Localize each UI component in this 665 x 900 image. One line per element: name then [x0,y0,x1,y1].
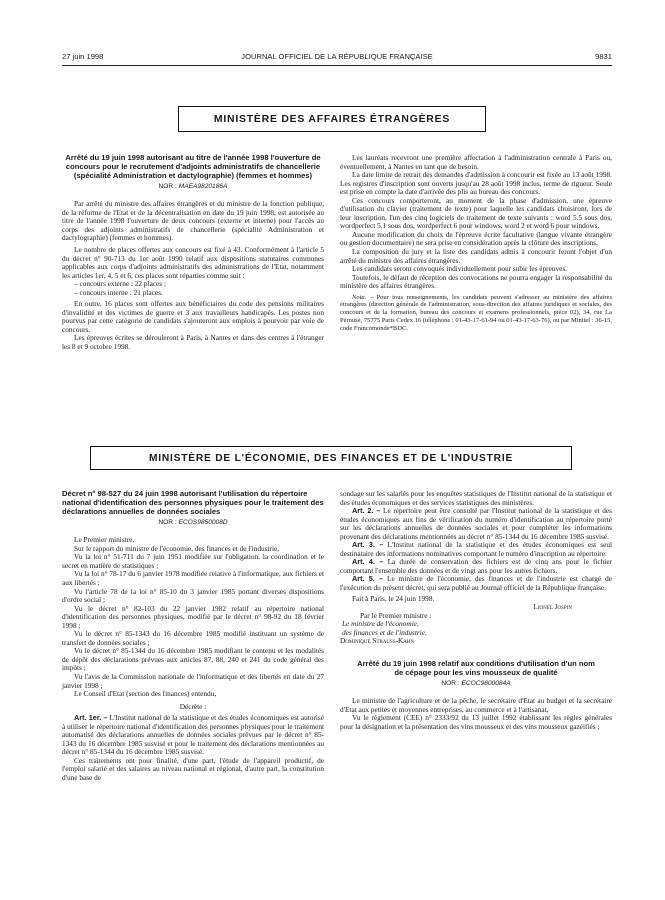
arrete-concours-article [62,154,324,352]
paragraph: Vu la loi n° 51-711 du 7 juin 1951 modifiée sur l'obligation, la coordination et le secret en matière de statistiques ; [62,552,324,570]
paragraph: sondage sur les salariés pour les enquêtes statistiques de l'Institut national de la statistique et des études économiques et des services statistiques des ministères. [340,489,612,507]
nor-label: NOR : [158,182,177,190]
list-item: – concours interne : 21 places. [74,287,163,297]
running-header [62,52,612,64]
paragraph: Le Conseil d'Etat (section des finances) entendu, [74,689,217,699]
nor-label: NOR : [441,679,460,687]
paragraph: Vu l'avis de la Commission nationale de l'informatique et des libertés en date du 27 janvier 1998 ; [62,672,324,690]
article-label: Art. 5. – [352,574,384,584]
paragraph: Vu le règlement (CEE) n° 2333/92 du 13 juillet 1992 établissant les règles générales pour la désignation et la présentation des vins mousseux et des vins mousseux gazéifiés ; [340,713,612,731]
paragraph: Vu la loi n° 78-17 du 6 janvier 1978 modifiée relative à l'informatique, aux fichiers et aux libertés ; [62,569,324,587]
paragraph: Aucune modification du choix de l'épreuve écrite facultative (langue vivante étrangère ou gestion documentaire) ne sera prise en considération après la clôture des inscriptions. [340,229,612,248]
article-text: L'Institut national de la statistique et des études économiques est autorisé à utiliser le répertoire national d'identification des personnes physiques pour le traitement automatisé des déclarations annuelles de données sociales prévues par le décret n° 85-1343 du 16 décembre 1985 susvisé et pour le traitement des déclarations mentionnées au décret n° 85-1344 du 16 décembre 1985 susvisé. [62,713,324,757]
paragraph: En outre, 16 places sont offertes aux bénéficiaires du code des pensions militaires d'invalidité et des victimes de guerre et 3 aux travailleurs handicapés. Les postes non pourvus par cette catégorie de candidats s'ajouteront aux emplois à pourvoir par voie de concours. [62,299,324,334]
paragraph: Le ministre de l'agriculture et de la pêche, le secrétaire d'Etat au budget et la secrétaire d'Etat aux petites et moyennes entreprises, au commerce et à l'artisanat, [340,696,612,714]
minister-role-line-1: Le ministre de l'économie, [342,619,419,629]
paragraph: Sur le rapport du ministre de l'économie, des finances et de l'industrie, [74,543,280,553]
paragraph: Les lauréats recevront une première affectation à l'administration centrale à Paris ou, éventuellement, à Nantes en tant que de besoin. [340,153,612,171]
header-date: 27 juin 1998 [62,52,104,61]
nor-code: ECOC9800084A [461,679,511,687]
article-text: Le répertoire peut être consulté par l'Institut national de la statistique et des études économiques aux fins de vérification du numéro d'identification au répertoire porté sur les déclarations annuelles de données sociales et pour compléter les informations provenant des déclarations mentionnées au décret n° 85-1344 du 16 décembre 1985 susvisé. [340,506,612,541]
article-label: Art. 4. – [352,557,384,567]
paragraph: Vu le décret n° 85-1344 du 16 décembre 1985 modifiant le contenu et les modalités de dépôt des déclarations prévues aux articles 87, 88, 240 et 241 du code général des impôts ; [62,646,324,673]
arrete-concours-continued [340,154,612,332]
decrete-heading: Décrète : [179,701,207,711]
nor-code: ECOS9850008D [178,518,228,526]
decret-98-527-continued [340,490,612,731]
nota-note [340,294,612,333]
ministry-heading-text: MINISTÈRE DES AFFAIRES ÉTRANGÈRES [213,113,451,125]
nor-label: NOR : [158,518,177,526]
paragraph: Toutefois, le défaut de réception des convocations ne pourra engager la responsabilité du ministère des affaires étrangères. [340,272,612,291]
decret-title: Décret n° 98-527 du 24 juin 1998 autorisant l'utilisation du répertoire national d'identification des personnes physiques pour le traitement des déclarations annuelles de données sociales [62,489,324,516]
arrete-cepage-title: Arrêté du 19 juin 1998 relatif aux conditions d'utilisation d'un nom de cépage pour les vins mousseux de qualité [357,658,595,677]
nota-text: Pour tous renseignements, les candidats peuvent s'adresser au ministère des affaires étrangères (direction générale de l'administration, sous-direction des affaires juridiques et sociales, des concours et de la formation, bureau des concours et examens professionnels, pièce 02), 34, rue La Pérouse, 75775 Paris Cedex 16 (téléphone : 01-43-17-61-94 ou 01-43-17-63-76), ou par Minitel : 36-15, code Francomonde*BDC. [340,293,612,332]
paragraph: Ces traitements ont pour finalité, d'une part, l'étude de l'appareil productif, de l'emploi salarié et des salaires au niveau national et régional, d'autre part, la constitution d'une base de [62,755,324,783]
by-prime-minister: Par le Premier ministre : [360,610,432,620]
article-1 [62,714,324,757]
nor-reference [62,519,324,528]
article-text: Le ministre de l'économie, des finances et de l'industrie est chargé de l'exécution du présent décret, qui sera publié au Journal officiel de la République française. [340,574,613,593]
paragraph: La date limite de retrait des demandes d'admission à concourir est fixée au 13 août 1998. Les registres d'inscription sont ouverts jusqu'au 28 août 1998 inclus, terme de rigueur. Seule est prise en compte la date d'arrivée des plis au bureau des concours. [340,170,612,197]
ministry-heading-foreign-affairs [178,106,486,132]
ministry-heading-text: MINISTÈRE DE L'ÉCONOMIE, DES FINANCES ET DE L'INDUSTRIE [148,452,514,464]
header-journal-title: JOURNAL OFFICIEL DE LA RÉPUBLIQUE FRANÇAISE [241,52,433,61]
article-text: L'Institut national de la statistique et des études économiques est seul destinataire des informations nominatives comportant le numéro d'inscription au répertoire. [340,540,613,558]
arrete-title: Arrêté du 19 juin 1998 autorisant au titre de l'année 1998 l'ouverture de concours pour le recrutement d'adjoints administratifs de chancellerie (spécialité Administration et dactylographie) (femmes et hommes) [65,153,321,180]
header-page-number: 9831 [595,52,612,61]
article-label: Art. 2. – [352,506,381,516]
article-label: Art. 1er. – [74,713,108,723]
minister-role-line-2: des finances et de l'industrie, [342,627,427,637]
paragraph: Le nombre de places offertes aux concours est fixé à 43. Conformément à l'article 5 du décret n° 90-713 du 1er août 1990 relatif aux dispositions statutaires communes applicables aux corps d'adjoints administratifs des administrations de l'Etat, notamment les articles 1er, 4, 5 et 6, ces places sont réparties comme suit : [62,245,324,280]
article-label: Art. 3. – [352,540,384,550]
paragraph: Les candidats seront convoqués individuellement pour subir les épreuves. [352,264,568,274]
paragraph: Vu le décret n° 85-1343 du 16 décembre 1985 modifié instituant un système de transfert de données sociales ; [62,629,324,647]
paragraph: Vu l'article 78 de la loi n° 85-10 du 3 janvier 1985 portant diverses dispositions d'ordre social ; [62,586,324,605]
header-rule [62,65,612,66]
nota-label: Nota. – [352,293,373,301]
article-4 [340,558,612,575]
nor-code: MAEA9820186A [178,182,228,190]
signature-date: Fait à Paris, le 24 juin 1998. [352,593,435,603]
signer-name: Lionel Jospin [533,602,572,612]
paragraph: Le Premier ministre, [74,535,135,545]
paragraph: Ces concours comporteront, au moment de la phase d'admission, une épreuve d'utilisation du clavier (traitement de texte) pour laquelle les candidats choisiront, lors de leur inscription, l'un des cinq logiciels de traitement de texte suivants : word 5.5 sous dos, wordperfect 5.1 sous dos, wordperfect 6 pour windows, word 2 et word 6 pour windows. [340,195,612,231]
minister-role [340,620,612,637]
article-text: La durée de conservation des fichiers est de cinq ans pour le fichier comportant l'ensemble des données et de vingt ans pour les autres fichiers. [340,557,612,575]
minister-name: Dominique Strauss-Kahn [340,636,415,646]
decret-98-527 [62,490,324,783]
article-5 [340,575,612,592]
list-item: – concours externe : 22 places ; [74,279,166,289]
paragraph: Vu le décret n° 82-103 du 22 janvier 1982 relatif au répertoire national d'identification des personnes physiques, modifié par le décret n° 98-92 du 18 février 1998 ; [62,603,324,630]
article-3 [340,541,612,558]
paragraph: Par arrêté du ministre des affaires étrangères et du ministre de la fonction publique, de la réforme de l'Etat et de la décentralisation en date du 19 juin 1998, est autorisée au titre de l'année 1998 l'ouverture de deux concours (externe et interne) pour l'accès au corps des adjoints administratifs de chancellerie (spécialité Administration et dactylographie) (femmes et hommes). [62,199,324,243]
nor-reference [62,183,324,192]
ministry-heading-economy [90,446,572,470]
paragraph: La composition du jury et la liste des candidats admis à concourir feront l'objet d'un arrêté du ministre des affaires étrangères. [340,247,612,265]
article-2 [340,507,612,541]
nor-reference [340,680,612,689]
paragraph: Les épreuves écrites se dérouleront à Paris, à Nantes et dans des centres à l'étranger les 8 et 9 octobre 1998. [62,333,324,352]
